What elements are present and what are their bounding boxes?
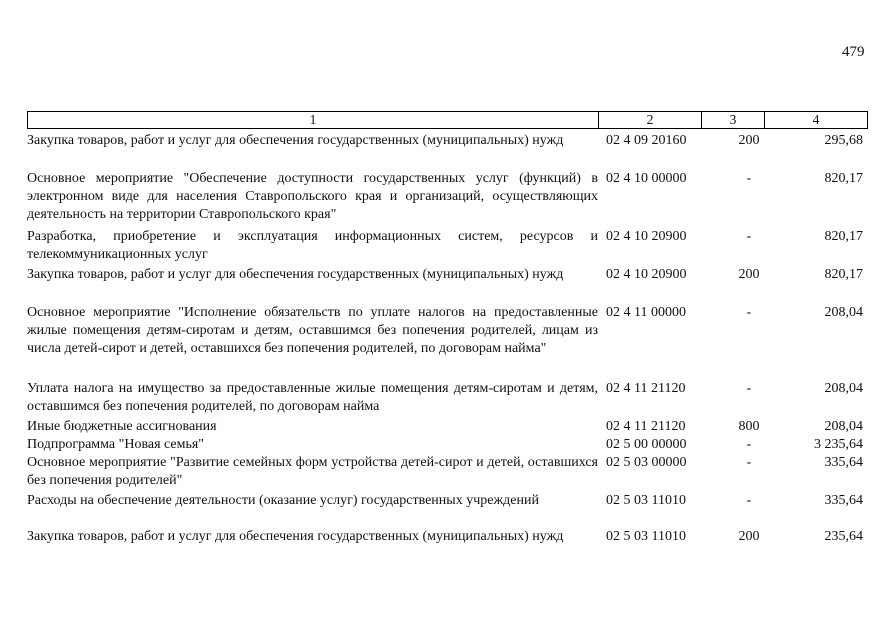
row-code: 02 5 03 11010 — [606, 493, 686, 508]
row-name: Закупка товаров, работ и услуг для обеспечения государственных (муниципальных) нужд — [27, 267, 564, 282]
header-col-1: 1 — [28, 112, 599, 129]
row-name: Иные бюджетные ассигнования — [27, 419, 217, 434]
row-type: - — [746, 493, 752, 508]
table-row — [27, 132, 867, 168]
table-row — [27, 436, 867, 454]
row-type: - — [746, 229, 752, 244]
row-type: 800 — [738, 419, 760, 434]
row-amount: 235,64 — [824, 529, 863, 544]
row-type: - — [746, 381, 752, 396]
row-amount: 295,68 — [824, 133, 863, 148]
row-type: 200 — [738, 267, 760, 282]
row-code: 02 5 03 11010 — [606, 529, 686, 544]
row-name: Расходы на обеспечение деятельности (оказание услуг) государственных учреждений — [27, 493, 539, 508]
row-name: Разработка, приобретение и эксплуатация информационных систем, ресурсов и телекоммуникационных услуг — [27, 229, 598, 262]
row-name: Основное мероприятие "Исполнение обязательств по уплате налогов на предоставленные жилые помещения детям-сиротам и детям, оставшимся без попечения родителей, лицам из числа детей-сирот и детей, оставшихся без попечения родителей, по договорам найма" — [27, 305, 598, 356]
table-row — [27, 528, 867, 566]
row-name: Закупка товаров, работ и услуг для обеспечения государственных (муниципальных) нужд — [27, 133, 564, 148]
row-code: 02 4 09 20160 — [606, 133, 687, 148]
table-row — [27, 170, 867, 228]
row-name: Закупка товаров, работ и услуг для обеспечения государственных (муниципальных) нужд — [27, 529, 564, 544]
table-header — [27, 111, 868, 129]
table-row — [27, 228, 867, 266]
row-name: Уплата налога на имущество за предоставленные жилые помещения детям-сиротам и детям, оставшимся без попечения родителей, по договорам найма — [27, 381, 598, 414]
row-amount: 820,17 — [824, 171, 863, 186]
row-type: 200 — [738, 133, 760, 148]
row-amount: 820,17 — [824, 229, 863, 244]
row-amount: 208,04 — [824, 381, 863, 396]
budget-table-body — [27, 128, 867, 566]
row-type: - — [746, 437, 752, 452]
row-amount: 208,04 — [824, 419, 863, 434]
row-name: Подпрограмма "Новая семья" — [27, 437, 205, 452]
table-row — [27, 380, 867, 418]
row-type: 200 — [738, 529, 760, 544]
row-code: 02 4 11 00000 — [606, 305, 686, 320]
row-amount: 208,04 — [824, 305, 863, 320]
row-name: Основное мероприятие "Развитие семейных форм устройства детей-сирот и детей, оставшихся без попечения родителей" — [27, 455, 598, 488]
row-type: - — [746, 171, 752, 186]
table-row — [27, 418, 867, 436]
row-code: 02 4 10 20900 — [606, 267, 687, 282]
row-code: 02 5 03 00000 — [606, 455, 687, 470]
page-number: 479 — [842, 44, 865, 60]
table-row — [27, 304, 867, 380]
row-amount: 820,17 — [824, 267, 863, 282]
row-type: - — [746, 455, 752, 470]
header-col-2: 2 — [599, 112, 702, 129]
row-amount: 335,64 — [824, 493, 863, 508]
row-code: 02 4 10 00000 — [606, 171, 687, 186]
header-col-4: 4 — [765, 112, 868, 129]
row-code: 02 4 11 21120 — [606, 419, 686, 434]
table-row — [27, 454, 867, 492]
row-amount: 3 235,64 — [814, 437, 863, 452]
row-code: 02 4 11 21120 — [606, 381, 686, 396]
row-code: 02 4 10 20900 — [606, 229, 687, 244]
table-row — [27, 492, 867, 528]
row-type: - — [746, 305, 752, 320]
row-name: Основное мероприятие "Обеспечение доступности государственных услуг (функций) в электронном виде для населения Ставропольского края и организаций, осуществляющих деятельность на территории Ставропольского края" — [27, 171, 598, 222]
row-amount: 335,64 — [824, 455, 863, 470]
table-row — [27, 266, 867, 304]
header-col-3: 3 — [702, 112, 765, 129]
row-code: 02 5 00 00000 — [606, 437, 687, 452]
